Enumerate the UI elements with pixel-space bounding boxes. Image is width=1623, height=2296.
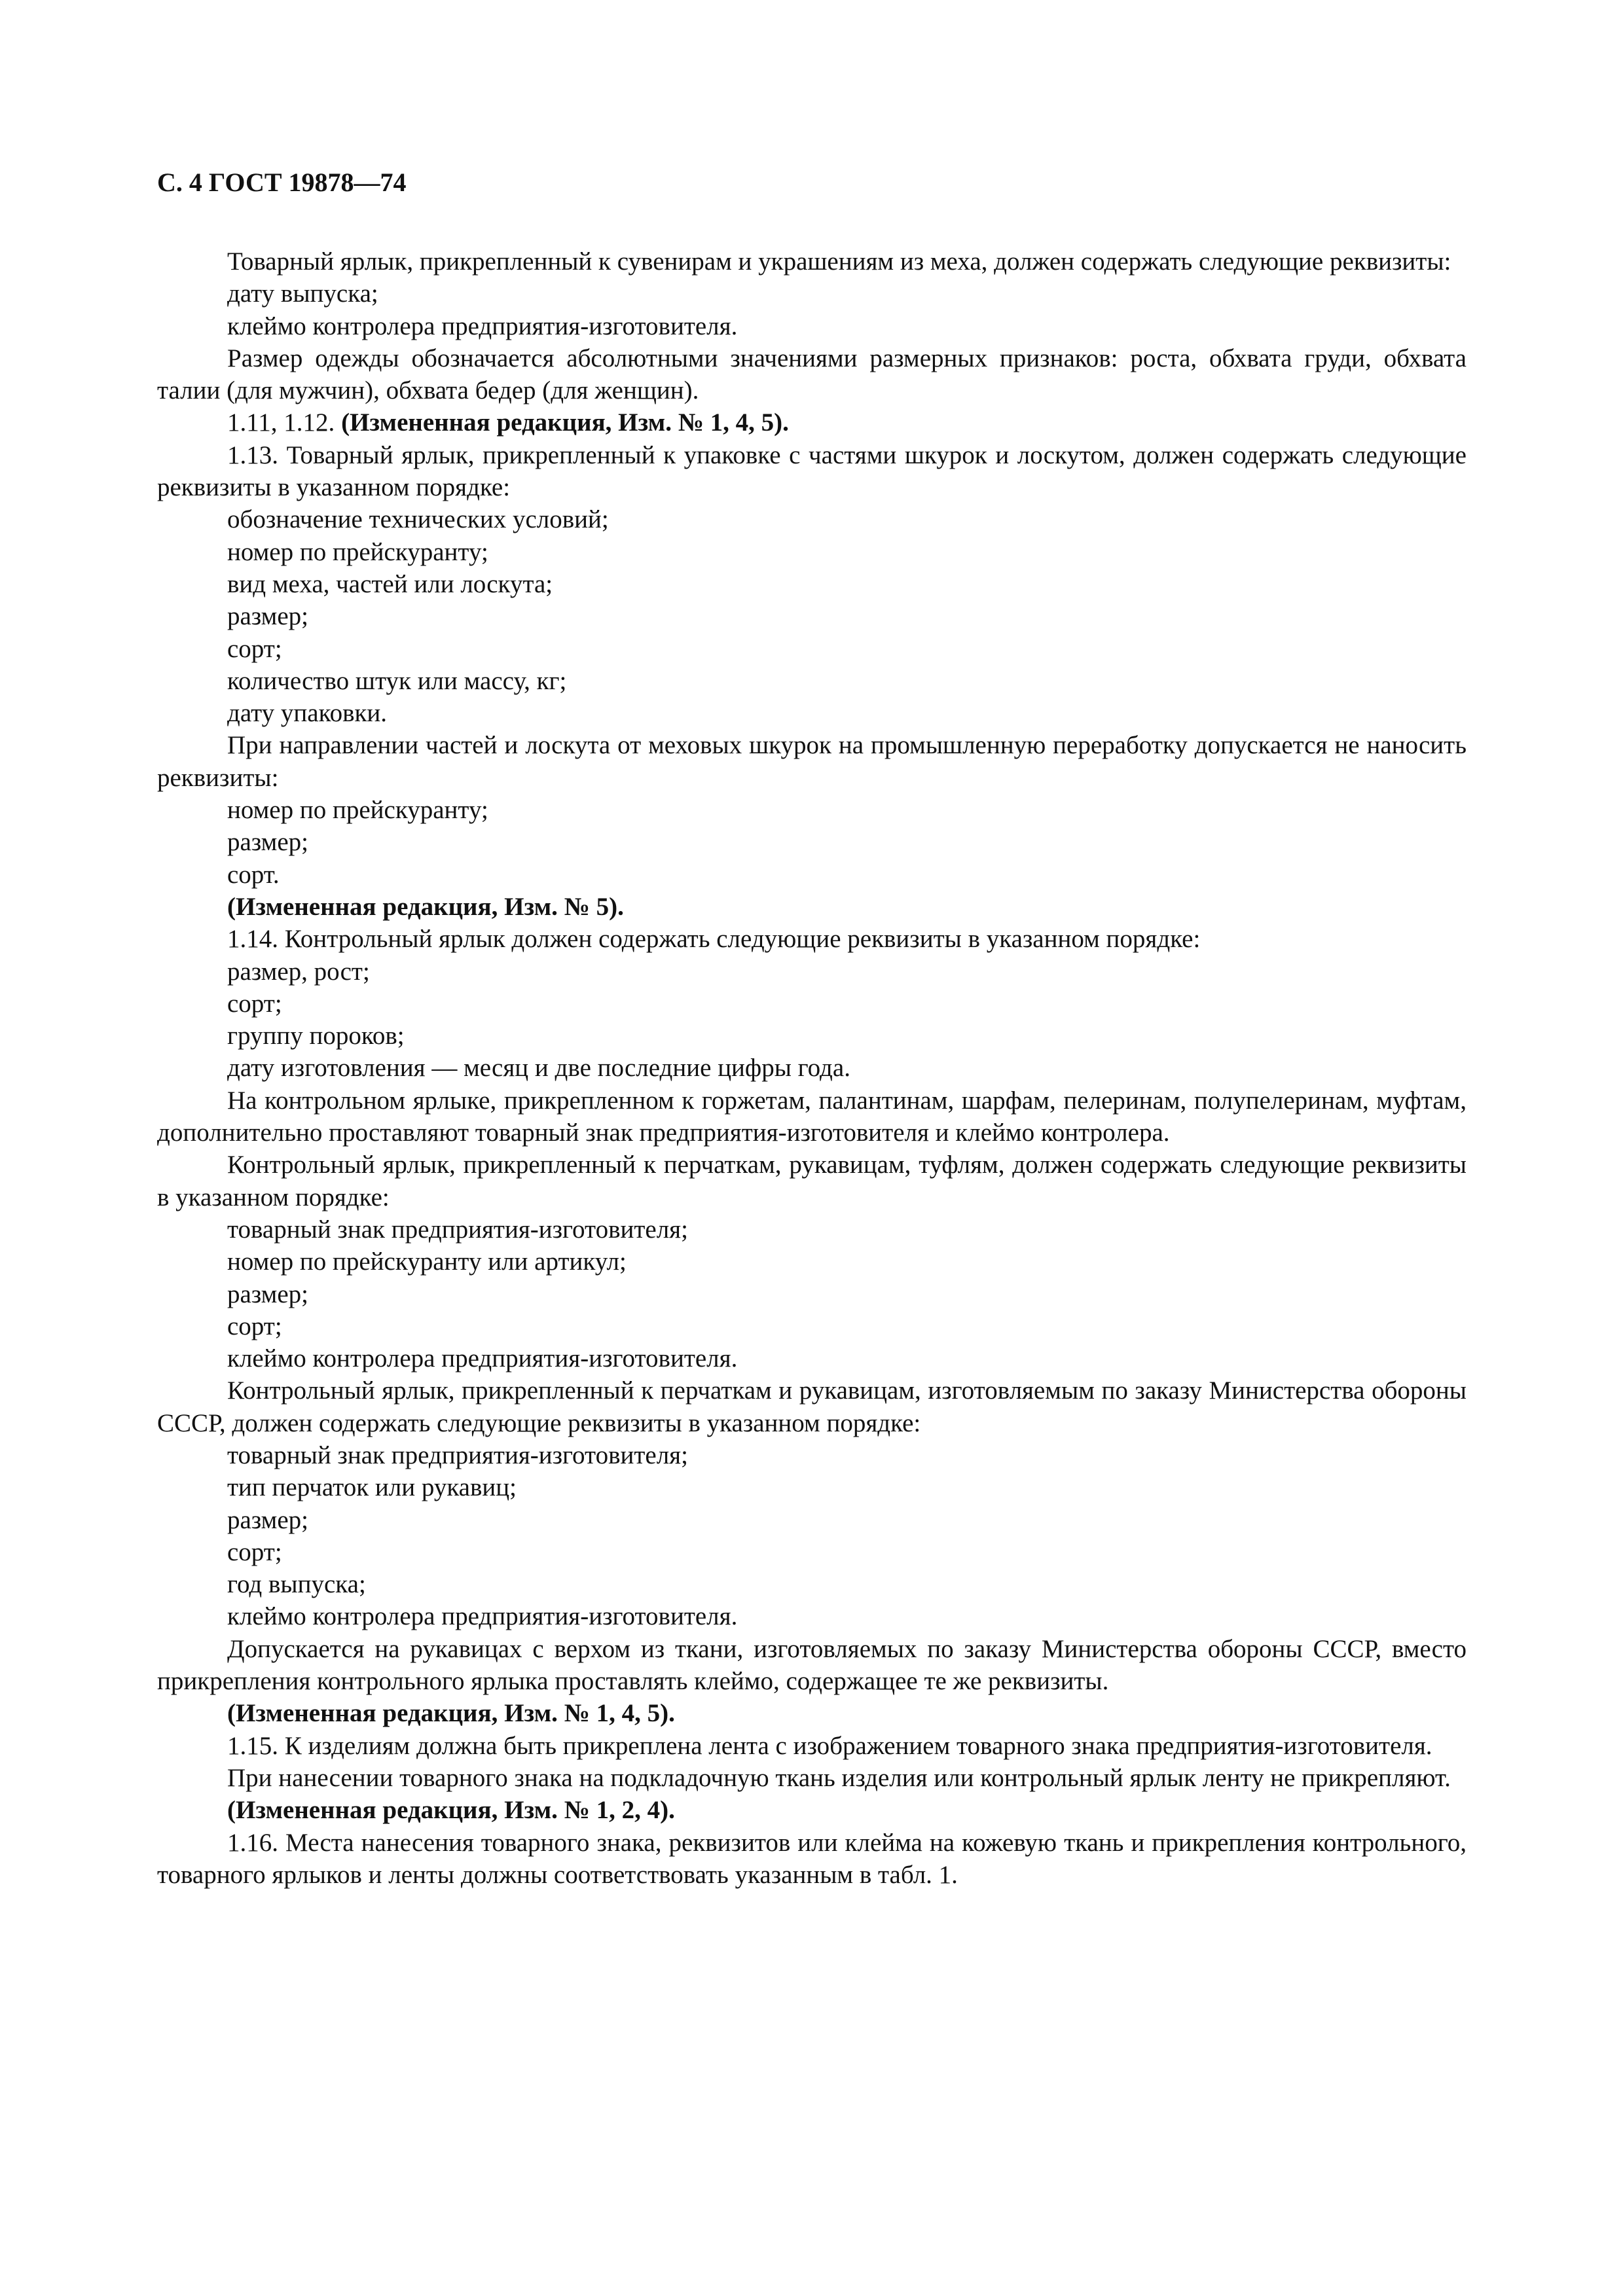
list-item: вид меха, частей или лоскута; [227, 569, 553, 598]
list-item: номер по прейскуранту или артикул; [227, 1247, 627, 1276]
list-item: размер, рост; [227, 957, 370, 986]
document-body [157, 245, 1467, 1891]
paragraph: 1.15. К изделиям должна быть прикреплена лента с изображением товарного знака предприятия-изготовителя. [227, 1731, 1432, 1760]
list-item: товарный знак предприятия-изготовителя; [227, 1215, 688, 1244]
paragraph: При нанесении товарного знака на подкладочную ткань изделия или контрольный ярлык ленту не прикрепляют. [227, 1763, 1451, 1792]
list-item: дату упаковки. [227, 699, 388, 728]
paragraph: Размер одежды обозначается абсолютными значениями размерных признаков: роста, обхвата груди, обхвата талии (для мужчин), обхвата бедер (для женщин). [157, 344, 1467, 405]
list-item: размер; [227, 1280, 308, 1308]
paragraph: На контрольном ярлыке, прикрепленном к горжетам, палантинам, шарфам, пелеринам, полупелеринам, муфтам, дополнительно проставляют товарный знак предприятия-изготовителя и клеймо контролера. [157, 1086, 1467, 1147]
list-item: номер по прейскуранту; [227, 537, 488, 566]
list-item: сорт; [227, 634, 282, 663]
list-item: сорт; [227, 1537, 282, 1566]
list-item: количество штук или массу, кг; [227, 666, 567, 695]
clause-number: 1.11, 1.12. [227, 408, 342, 437]
list-item: размер; [227, 1505, 308, 1534]
amendment-label: (Измененная редакция, Изм. № 1, 4, 5). [341, 408, 789, 437]
paragraph: 1.14. Контрольный ярлык должен содержать следующие реквизиты в указанном порядке: [227, 925, 1201, 954]
list-item: тип перчаток или рукавиц; [227, 1473, 517, 1502]
paragraph: 1.13. Товарный ярлык, прикрепленный к упаковке с частями шкурок и лоскутом, должен содержать следующие реквизиты в указанном порядке: [157, 440, 1467, 502]
list-item: товарный знак предприятия-изготовителя; [227, 1441, 688, 1469]
list-item: сорт. [227, 860, 280, 889]
list-item: размер; [227, 828, 308, 857]
paragraph: Товарный ярлык, прикрепленный к сувенирам и украшениям из меха, должен содержать следующие реквизиты: [227, 247, 1451, 276]
paragraph: Допускается на рукавицах с верхом из ткани, изготовляемых по заказу Министерства обороны СССР, вместо прикрепления контрольного ярлыка проставлять клеймо, содержащее те же реквизиты. [157, 1634, 1467, 1696]
paragraph: 1.16. Места нанесения товарного знака, реквизитов или клейма на кожевую ткань и прикрепления контрольного, товарного ярлыков и ленты должны соответствовать указанным в табл. 1. [157, 1828, 1467, 1889]
amendment-note: (Измененная редакция, Изм. № 1, 4, 5). [227, 1699, 675, 1728]
amendment-note: (Измененная редакция, Изм. № 1, 2, 4). [227, 1796, 675, 1825]
list-item: клеймо контролера предприятия-изготовителя. [227, 1344, 738, 1373]
list-item: обозначение технических условий; [227, 505, 609, 534]
list-item: клеймо контролера предприятия-изготовителя. [227, 312, 738, 340]
list-item: сорт; [227, 989, 282, 1018]
list-item: размер; [227, 602, 308, 631]
list-item: клеймо контролера предприятия-изготовителя. [227, 1602, 738, 1631]
list-item: дату изготовления — месяц и две последние цифры года. [227, 1054, 850, 1083]
amendment-note: (Измененная редакция, Изм. № 5). [227, 892, 624, 921]
list-item: группу пороков; [227, 1022, 405, 1050]
page-header: С. 4 ГОСТ 19878—74 [157, 168, 407, 197]
paragraph: При направлении частей и лоскута от меховых шкурок на промышленную переработку допускается не наносить реквизиты: [157, 731, 1467, 792]
list-item: дату выпуска; [227, 279, 378, 308]
list-item: год выпуска; [227, 1570, 366, 1599]
paragraph: Контрольный ярлык, прикрепленный к перчаткам, рукавицам, туфлям, должен содержать следующие реквизиты в указанном порядке: [157, 1151, 1467, 1211]
list-item: сорт; [227, 1312, 282, 1340]
paragraph: Контрольный ярлык, прикрепленный к перчаткам и рукавицам, изготовляемым по заказу Министерства обороны СССР, должен содержать следующие реквизиты в указанном порядке: [157, 1376, 1467, 1437]
document-page [157, 167, 1467, 1891]
list-item: номер по прейскуранту; [227, 796, 488, 825]
amendment-note [157, 406, 1467, 439]
